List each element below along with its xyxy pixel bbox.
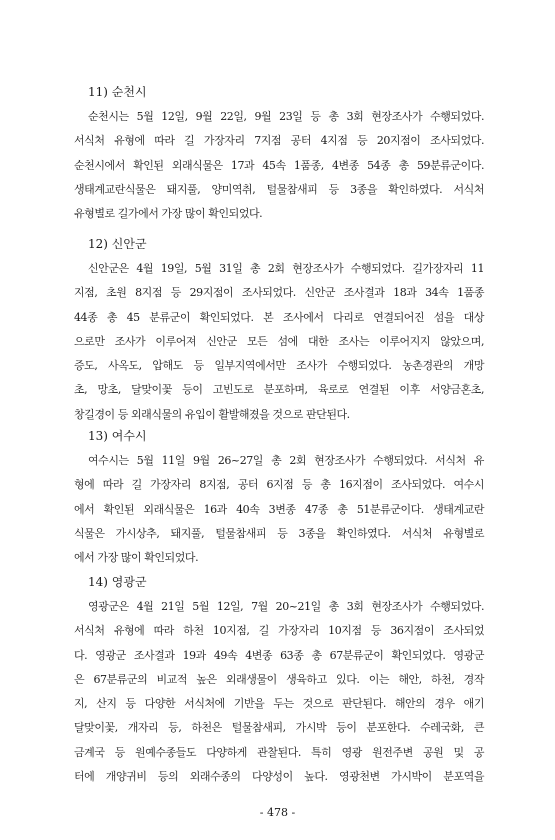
section-yeonggwang [74, 574, 484, 789]
text-line: 지점, 초원 8지점 등 29지점이 조사되었다. 신안군 조사결과 18과 34속 1품종 [74, 286, 484, 300]
text-line: 순천시는 5월 12일, 9월 22일, 9월 23일 등 총 3회 현장조사가 수행되었다. [88, 110, 484, 123]
section-sinan [74, 236, 484, 427]
text-line: 서식처 유형에 따라 하천 10지점, 길 가장자리 10지점 등 36지점이 조사되었 [74, 624, 484, 638]
section-suncheon [74, 84, 484, 226]
text-line: 여수시는 5월 11일 9월 26~27일 총 2회 현장조사가 수행되었다. 서식처 유 [88, 454, 484, 467]
text-line: 생태계교란식물은 돼지풀, 양미역취, 털물참새피 등 3종을 확인하였다. 서식처 [74, 182, 484, 196]
text-line: 다. 영광군 조사결과 19과 49속 4변종 63종 총 67분류군이 확인되었다. 영광군 [74, 648, 484, 662]
text-line: 증도, 사옥도, 압해도 등 일부지역에서만 조사가 수행되었다. 농촌경관의 개망 [74, 359, 484, 373]
text-line: 순천시에서 확인된 외래식물은 17과 45속 1품종, 4변종 54종 총 59분류군이다. [74, 158, 484, 172]
paragraph [74, 595, 484, 789]
text-line: 창길경이 등 외래식물의 유입이 활발해졌을 것으로 판단된다. [74, 407, 350, 421]
text-line: 금계국 등 원예수종들도 다양하게 관찰된다. 특히 영광 원전주변 공원 및 공 [74, 745, 484, 759]
text-line: 으로만 조사가 이루어져 신안군 모든 섬에 대한 조사는 이루어지지 않았으며, [74, 334, 484, 348]
text-line: 신안군은 4월 19일, 5월 31일 총 2회 현장조사가 수행되었다. 길가장자리 11 [88, 262, 484, 275]
text-line: 달맞이꽃, 개자리 등, 하천은 털물참새피, 가시박 등이 분포한다. 수레국화, 큰 [74, 721, 484, 735]
text-line: 은 67분류군의 비교적 높은 외래생물이 생육하고 있다. 이는 해안, 하천, 경작 [74, 672, 484, 686]
text-line: 44종 총 45 분류군이 확인되었다. 본 조사에서 다리로 연결되어진 섬을 대상 [74, 310, 484, 324]
text-line: 식물은 가시상추, 돼지풀, 털물참새피 등 3종을 확인하였다. 서식처 유형별로 [74, 526, 484, 540]
text-line: 에서 가장 많이 확인되었다. [74, 551, 199, 565]
paragraph [74, 257, 484, 427]
text-line: 초, 망초, 달맞이꽃 등이 고빈도로 분포하며, 육로로 연결된 이후 서양금혼초, [74, 383, 484, 397]
section-heading: 11) 순천시 [88, 85, 147, 99]
section-heading: 12) 신안군 [88, 237, 147, 251]
page-number: - 478 - [259, 806, 296, 819]
section-heading: 14) 영광군 [88, 575, 147, 589]
text-line: 터에 개양귀비 등의 외래수종의 다양성이 높다. 영광천변 가시박이 분포역을 [74, 770, 484, 784]
section-heading: 13) 여수시 [88, 429, 147, 443]
section-yeosu [74, 428, 484, 570]
text-line: 영광군은 4월 21일 5월 12일, 7월 20~21일 총 3회 현장조사가 수행되었다. [88, 600, 484, 613]
text-line: 지, 산지 등 다양한 서식처에 기반을 두는 것으로 판단된다. 해안의 경우 애기 [74, 697, 484, 711]
text-line: 에서 확인된 외래식물은 16과 40속 3변종 47종 총 51분류군이다. 생태계교란 [74, 502, 484, 516]
text-line: 유형별로 길가에서 가장 많이 확인되었다. [74, 207, 263, 221]
paragraph [74, 449, 484, 570]
paragraph [74, 105, 484, 226]
text-line: 서식처 유형에 따라 길 가장자리 7지점 공터 4지점 등 20지점이 조사되었다. [74, 134, 484, 148]
text-line: 형에 따라 길 가장자리 8지점, 공터 6지점 등 총 16지점이 조사되었다. 여수시 [74, 478, 484, 492]
